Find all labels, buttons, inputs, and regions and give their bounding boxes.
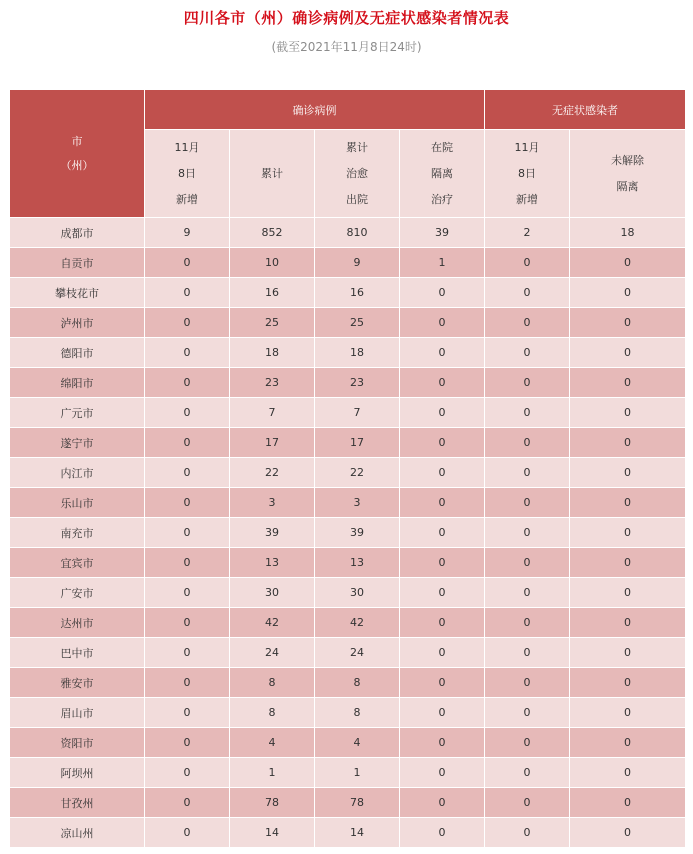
cell-hospitalized: 0 (400, 338, 485, 368)
table-row (10, 308, 686, 338)
table-row (10, 488, 686, 518)
cell-asym-new: 0 (485, 488, 570, 518)
cell-confirmed-total: 25 (230, 308, 315, 338)
table-row (10, 698, 686, 728)
cell-asym-isolated: 0 (570, 338, 686, 368)
cell-asym-isolated: 0 (570, 368, 686, 398)
table-row (10, 218, 686, 248)
cell-cured: 9 (315, 248, 400, 278)
cell-asym-isolated: 0 (570, 788, 686, 818)
cell-asym-isolated: 0 (570, 398, 686, 428)
cell-cured: 24 (315, 638, 400, 668)
col-header-cured (315, 130, 400, 218)
table-row (10, 518, 686, 548)
cell-asym-new: 0 (485, 758, 570, 788)
header-line: 隔离 (616, 179, 639, 193)
cell-confirmed-new: 0 (145, 548, 230, 578)
table-row (10, 458, 686, 488)
table-row (10, 248, 686, 278)
cell-hospitalized: 0 (400, 548, 485, 578)
header-line: 新增 (176, 192, 198, 206)
cell-confirmed-total: 1 (230, 758, 315, 788)
cell-confirmed-new: 0 (145, 428, 230, 458)
cell-asym-new: 0 (485, 368, 570, 398)
cell-city: 广元市 (10, 398, 145, 428)
cell-asym-isolated: 0 (570, 548, 686, 578)
cell-asym-isolated: 0 (570, 488, 686, 518)
cell-confirmed-total: 10 (230, 248, 315, 278)
table-row (10, 338, 686, 368)
cell-city: 甘孜州 (10, 788, 145, 818)
cell-cured: 16 (315, 278, 400, 308)
page-subtitle: (截至2021年11月8日24时) (271, 40, 422, 54)
cell-city: 广安市 (10, 578, 145, 608)
cell-cured: 3 (315, 488, 400, 518)
cell-hospitalized: 0 (400, 818, 485, 848)
cell-hospitalized: 0 (400, 608, 485, 638)
cell-city: 雅安市 (10, 668, 145, 698)
table-row (10, 638, 686, 668)
cell-confirmed-total: 3 (230, 488, 315, 518)
cell-confirmed-total: 8 (230, 668, 315, 698)
cell-hospitalized: 0 (400, 698, 485, 728)
cell-confirmed-new: 0 (145, 368, 230, 398)
cell-asym-isolated: 0 (570, 638, 686, 668)
cell-asym-new: 0 (485, 668, 570, 698)
cell-cured: 1 (315, 758, 400, 788)
col-header-asym-new (485, 130, 570, 218)
cell-hospitalized: 39 (400, 218, 485, 248)
cell-asym-isolated: 0 (570, 698, 686, 728)
cell-asym-new: 0 (485, 428, 570, 458)
table-row (10, 668, 686, 698)
cell-confirmed-new: 0 (145, 728, 230, 758)
cell-city: 巴中市 (10, 638, 145, 668)
cell-confirmed-total: 42 (230, 608, 315, 638)
cell-asym-isolated: 0 (570, 428, 686, 458)
cell-hospitalized: 0 (400, 488, 485, 518)
cell-asym-new: 0 (485, 608, 570, 638)
table-row (10, 608, 686, 638)
cell-asym-isolated: 0 (570, 578, 686, 608)
city-cases-table (9, 89, 686, 848)
header-line: 8日 (518, 166, 536, 180)
cell-confirmed-total: 14 (230, 818, 315, 848)
cell-asym-new: 0 (485, 788, 570, 818)
cell-confirmed-total: 39 (230, 518, 315, 548)
cell-asym-new: 0 (485, 398, 570, 428)
table-row (10, 398, 686, 428)
cell-cured: 39 (315, 518, 400, 548)
cell-city: 资阳市 (10, 728, 145, 758)
cell-confirmed-new: 9 (145, 218, 230, 248)
cell-city: 内江市 (10, 458, 145, 488)
cell-confirmed-total: 78 (230, 788, 315, 818)
table-row (10, 788, 686, 818)
cell-cured: 18 (315, 338, 400, 368)
cell-city: 眉山市 (10, 698, 145, 728)
city-header-line2: （州） (60, 158, 94, 172)
cell-city: 绵阳市 (10, 368, 145, 398)
cell-hospitalized: 0 (400, 428, 485, 458)
cell-asym-isolated: 0 (570, 758, 686, 788)
cell-confirmed-new: 0 (145, 578, 230, 608)
cell-asym-new: 0 (485, 338, 570, 368)
table-row (10, 548, 686, 578)
cell-hospitalized: 0 (400, 278, 485, 308)
header-line: 8日 (178, 166, 196, 180)
cell-confirmed-new: 0 (145, 278, 230, 308)
cell-cured: 13 (315, 548, 400, 578)
cell-asym-new: 0 (485, 548, 570, 578)
cell-asym-isolated: 18 (570, 218, 686, 248)
page-title: 四川各市（州）确诊病例及无症状感染者情况表 (183, 9, 510, 27)
table-row (10, 278, 686, 308)
cell-city: 泸州市 (10, 308, 145, 338)
cell-city: 宜宾市 (10, 548, 145, 578)
cell-asym-new: 2 (485, 218, 570, 248)
cell-cured: 14 (315, 818, 400, 848)
cell-cured: 810 (315, 218, 400, 248)
cell-confirmed-total: 17 (230, 428, 315, 458)
header-line: 11月 (174, 140, 200, 154)
cell-city: 遂宁市 (10, 428, 145, 458)
table-row (10, 758, 686, 788)
cell-confirmed-total: 13 (230, 548, 315, 578)
cell-cured: 78 (315, 788, 400, 818)
cell-asym-isolated: 0 (570, 818, 686, 848)
cell-asym-new: 0 (485, 818, 570, 848)
cell-hospitalized: 0 (400, 668, 485, 698)
cell-hospitalized: 0 (400, 758, 485, 788)
cell-confirmed-new: 0 (145, 668, 230, 698)
cell-city: 阿坝州 (10, 758, 145, 788)
cell-cured: 7 (315, 398, 400, 428)
cell-asym-isolated: 0 (570, 668, 686, 698)
cell-asym-isolated: 0 (570, 608, 686, 638)
cell-confirmed-new: 0 (145, 758, 230, 788)
cell-asym-new: 0 (485, 578, 570, 608)
cell-confirmed-new: 0 (145, 638, 230, 668)
city-header-line1: 市 (71, 134, 83, 148)
cell-cured: 23 (315, 368, 400, 398)
cell-hospitalized: 0 (400, 638, 485, 668)
col-header-confirmed-new (145, 130, 230, 218)
cell-asym-new: 0 (485, 518, 570, 548)
cell-asym-new: 0 (485, 458, 570, 488)
cell-asym-isolated: 0 (570, 248, 686, 278)
cell-cured: 17 (315, 428, 400, 458)
cell-cured: 25 (315, 308, 400, 338)
cell-asym-isolated: 0 (570, 458, 686, 488)
cell-confirmed-new: 0 (145, 308, 230, 338)
table-row (10, 728, 686, 758)
table-row (10, 428, 686, 458)
cell-city: 南充市 (10, 518, 145, 548)
cell-asym-new: 0 (485, 308, 570, 338)
cell-hospitalized: 0 (400, 518, 485, 548)
header-line: 新增 (516, 192, 538, 206)
cell-asym-new: 0 (485, 638, 570, 668)
cell-confirmed-total: 24 (230, 638, 315, 668)
cell-cured: 30 (315, 578, 400, 608)
cell-city: 乐山市 (10, 488, 145, 518)
header-line: 累计 (346, 140, 368, 154)
cell-city: 德阳市 (10, 338, 145, 368)
cell-confirmed-new: 0 (145, 398, 230, 428)
cell-confirmed-total: 7 (230, 398, 315, 428)
cell-confirmed-total: 23 (230, 368, 315, 398)
col-header-asym-isolated (570, 130, 686, 218)
header-line: 11月 (514, 140, 540, 154)
cell-asym-new: 0 (485, 248, 570, 278)
cell-confirmed-total: 4 (230, 728, 315, 758)
cell-city: 达州市 (10, 608, 145, 638)
table-row (10, 818, 686, 848)
header-line: 隔离 (431, 166, 453, 180)
table-body (10, 218, 686, 848)
col-header-hospitalized (400, 130, 485, 218)
cell-asym-isolated: 0 (570, 278, 686, 308)
cell-cured: 8 (315, 668, 400, 698)
table-row (10, 368, 686, 398)
header-line: 在院 (431, 140, 453, 154)
cell-confirmed-new: 0 (145, 248, 230, 278)
city-column-header (10, 90, 145, 218)
cell-confirmed-new: 0 (145, 488, 230, 518)
cell-confirmed-total: 852 (230, 218, 315, 248)
cell-confirmed-total: 22 (230, 458, 315, 488)
cell-city: 自贡市 (10, 248, 145, 278)
cell-confirmed-total: 18 (230, 338, 315, 368)
cell-asym-new: 0 (485, 278, 570, 308)
cell-confirmed-new: 0 (145, 698, 230, 728)
cell-asym-isolated: 0 (570, 728, 686, 758)
cell-hospitalized: 0 (400, 398, 485, 428)
cell-city: 成都市 (10, 218, 145, 248)
cell-confirmed-new: 0 (145, 788, 230, 818)
cell-asym-new: 0 (485, 698, 570, 728)
cell-asym-new: 0 (485, 728, 570, 758)
header-line: 出院 (346, 192, 368, 206)
cell-city: 凉山州 (10, 818, 145, 848)
cell-confirmed-new: 0 (145, 518, 230, 548)
cell-hospitalized: 0 (400, 578, 485, 608)
header-line: 未解除 (611, 153, 644, 167)
cell-asym-isolated: 0 (570, 308, 686, 338)
cell-hospitalized: 1 (400, 248, 485, 278)
cell-cured: 4 (315, 728, 400, 758)
cell-hospitalized: 0 (400, 308, 485, 338)
cell-confirmed-new: 0 (145, 338, 230, 368)
header-line: 治疗 (431, 192, 453, 206)
cell-confirmed-total: 16 (230, 278, 315, 308)
cell-asym-isolated: 0 (570, 518, 686, 548)
cell-hospitalized: 0 (400, 458, 485, 488)
cell-confirmed-total: 30 (230, 578, 315, 608)
cell-hospitalized: 0 (400, 368, 485, 398)
cell-cured: 8 (315, 698, 400, 728)
cell-hospitalized: 0 (400, 728, 485, 758)
asymptomatic-group-header: 无症状感染者 (485, 90, 686, 130)
header-line: 累计 (261, 166, 283, 180)
header-line: 治愈 (346, 166, 368, 180)
cell-cured: 22 (315, 458, 400, 488)
col-header-confirmed-total (230, 130, 315, 218)
table-row (10, 578, 686, 608)
cell-city: 攀枝花市 (10, 278, 145, 308)
cell-confirmed-new: 0 (145, 458, 230, 488)
cell-hospitalized: 0 (400, 788, 485, 818)
cell-confirmed-total: 8 (230, 698, 315, 728)
cell-confirmed-new: 0 (145, 608, 230, 638)
cell-cured: 42 (315, 608, 400, 638)
confirmed-group-header: 确诊病例 (145, 90, 485, 130)
cell-confirmed-new: 0 (145, 818, 230, 848)
